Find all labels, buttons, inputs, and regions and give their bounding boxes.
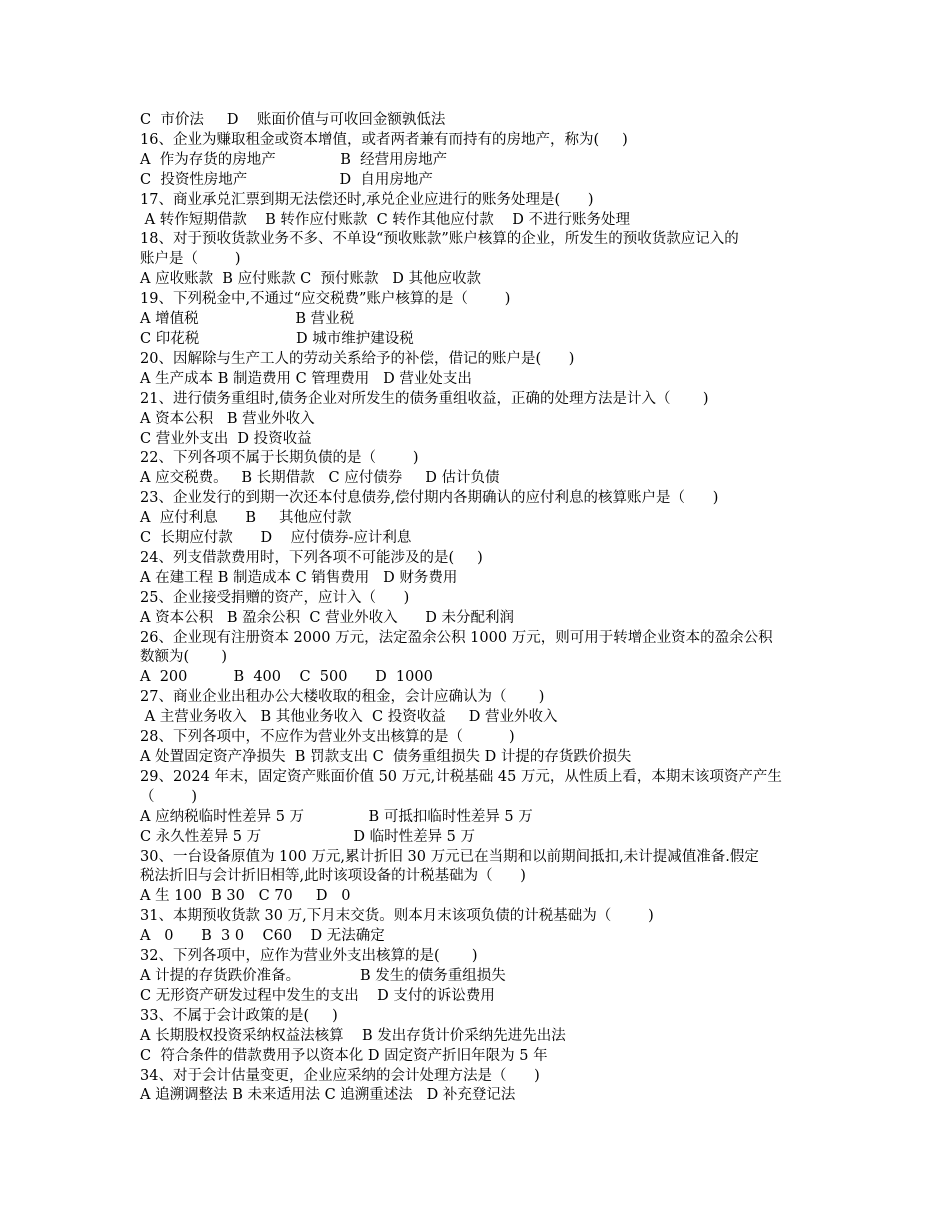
question-33: 33、不属于会计政策的是( ): [140, 1007, 338, 1024]
question-29: 29、2024 年末，固定资产账面价值 50 万元,计税基础 45 万元，从性质上看，本期末该项资产产生: [140, 768, 782, 785]
question-20: 20、因解除与生产工人的劳动关系给予的补偿，借记的账户是( ): [140, 350, 575, 367]
option-line: A 追溯调整法 B 未来适用法 C 追溯重述法 D 补充登记法: [140, 1087, 516, 1104]
option-line: A 应交税费。 B 长期借款 C 应付债券 D 估计负债: [140, 470, 500, 487]
option-line: A 转作短期借款 B 转作应付账款 C 转作其他应付款 D 不进行账务处理: [140, 211, 630, 228]
question-30: 30、一台设备原值为 100 万元,累计折旧 30 万元已在当期和以前期间抵扣,未计提减值准备.假定: [140, 848, 759, 865]
option-line: A 生产成本 B 制造费用 C 管理费用 D 营业处支出: [140, 370, 472, 387]
option-line: A 在建工程 B 制造成本 C 销售费用 D 财务费用: [140, 569, 458, 586]
option-line: C 永久性差异 5 万 D 临时性差异 5 万: [140, 828, 476, 845]
question-34: 34、对于会计估量变更，企业应采纳的会计处理方法是（ ): [140, 1067, 540, 1084]
option-line: A 计提的存货跌价准备。 B 发生的债务重组损失: [140, 967, 506, 984]
question-19: 19、下列税金中,不通过“应交税费”账户核算的是（ ): [140, 291, 511, 308]
option-line: A 资本公积 B 营业外收入: [140, 410, 315, 427]
option-line: A 应付利息 B 其他应付款: [140, 510, 352, 527]
option-line: C 市价法 D 账面价值与可收回金额孰低法: [140, 112, 446, 128]
option-line: A 200 B 400 C 500 D 1000: [140, 669, 433, 686]
question-23: 23、企业发行的到期一次还本付息债券,偿付期内各期确认的应付利息的核算账户是（ ): [140, 490, 719, 507]
option-line: C 符合条件的借款费用予以资本化 D 固定资产折旧年限为 5 年: [140, 1047, 548, 1064]
question-26-continued: 数额为( ): [140, 649, 228, 666]
question-16: 16、企业为赚取租金或资本增值，或者两者兼有而持有的房地产，称为( ): [140, 131, 628, 148]
option-line: C 无形资产研发过程中发生的支出 D 支付的诉讼费用: [140, 987, 495, 1004]
option-line: A 增值税 B 营业税: [140, 311, 355, 328]
question-26: 26、企业现有注册资本 2000 万元，法定盈余公积 1000 万元，则可用于转增企业资本的盈余公积: [140, 629, 773, 646]
option-line: C 营业外支出 D 投资收益: [140, 430, 312, 447]
option-line: A 0 B 3 0 C60 D 无法确定: [140, 928, 385, 945]
option-line: C 长期应付款 D 应付债券-应计利息: [140, 530, 412, 547]
question-22: 22、下列各项不属于长期负债的是（ ): [140, 450, 419, 467]
question-18-continued: 账户是（ ): [140, 251, 241, 268]
option-line: A 资本公积 B 盈余公积 C 营业外收入 D 未分配利润: [140, 609, 514, 626]
option-line: A 作为存货的房地产 B 经营用房地产: [140, 151, 448, 168]
option-line: A 生 100 B 30 C 70 D 0: [140, 888, 351, 905]
question-24: 24、列支借款费用时，下列各项不可能涉及的是( ): [140, 549, 483, 566]
option-line: C 印花税 D 城市维护建设税: [140, 330, 414, 347]
option-line: A 应收账款 B 应付账款 C 预付账款 D 其他应收款: [140, 271, 482, 288]
option-line: A 应纳税临时性差异 5 万 B 可抵扣临时性差异 5 万: [140, 808, 533, 825]
question-28: 28、下列各项中，不应作为营业外支出核算的是（ ): [140, 729, 515, 746]
question-32: 32、下列各项中，应作为营业外支出核算的是( ): [140, 948, 478, 965]
option-line: A 处置固定资产净损失 B 罚款支出 C 债务重组损失 D 计提的存货跌价损失: [140, 749, 632, 765]
question-21: 21、进行债务重组时,债务企业对所发生的债务重组收益，正确的处理方法是计入（ ): [140, 390, 709, 407]
option-line: C 投资性房地产 D 自用房地产: [140, 171, 433, 188]
question-30-continued: 税法折旧与会计折旧相等,此时该项设备的计税基础为（ ): [140, 868, 526, 885]
option-line: A 主营业务收入 B 其他业务收入 C 投资收益 D 营业外收入: [140, 709, 558, 726]
question-18: 18、对于预收货款业务不多、不单设“预收账款”账户核算的企业，所发生的预收货款应记入的: [140, 231, 739, 248]
question-17: 17、商业承兑汇票到期无法偿还时,承兑企业应进行的账务处理是( ): [140, 191, 594, 208]
question-31: 31、本期预收货款 30 万,下月末交货。则本月末该项负债的计税基础为（ ): [140, 908, 654, 925]
question-25: 25、企业接受捐赠的资产，应计入（ ): [140, 589, 410, 606]
question-27: 27、商业企业出租办公大楼收取的租金，会计应确认为（ ): [140, 689, 545, 706]
question-29-continued: （ ): [140, 788, 198, 805]
option-line: A 长期股权投资采纳权益法核算 B 发出存货计价采纳先进先出法: [140, 1027, 566, 1044]
